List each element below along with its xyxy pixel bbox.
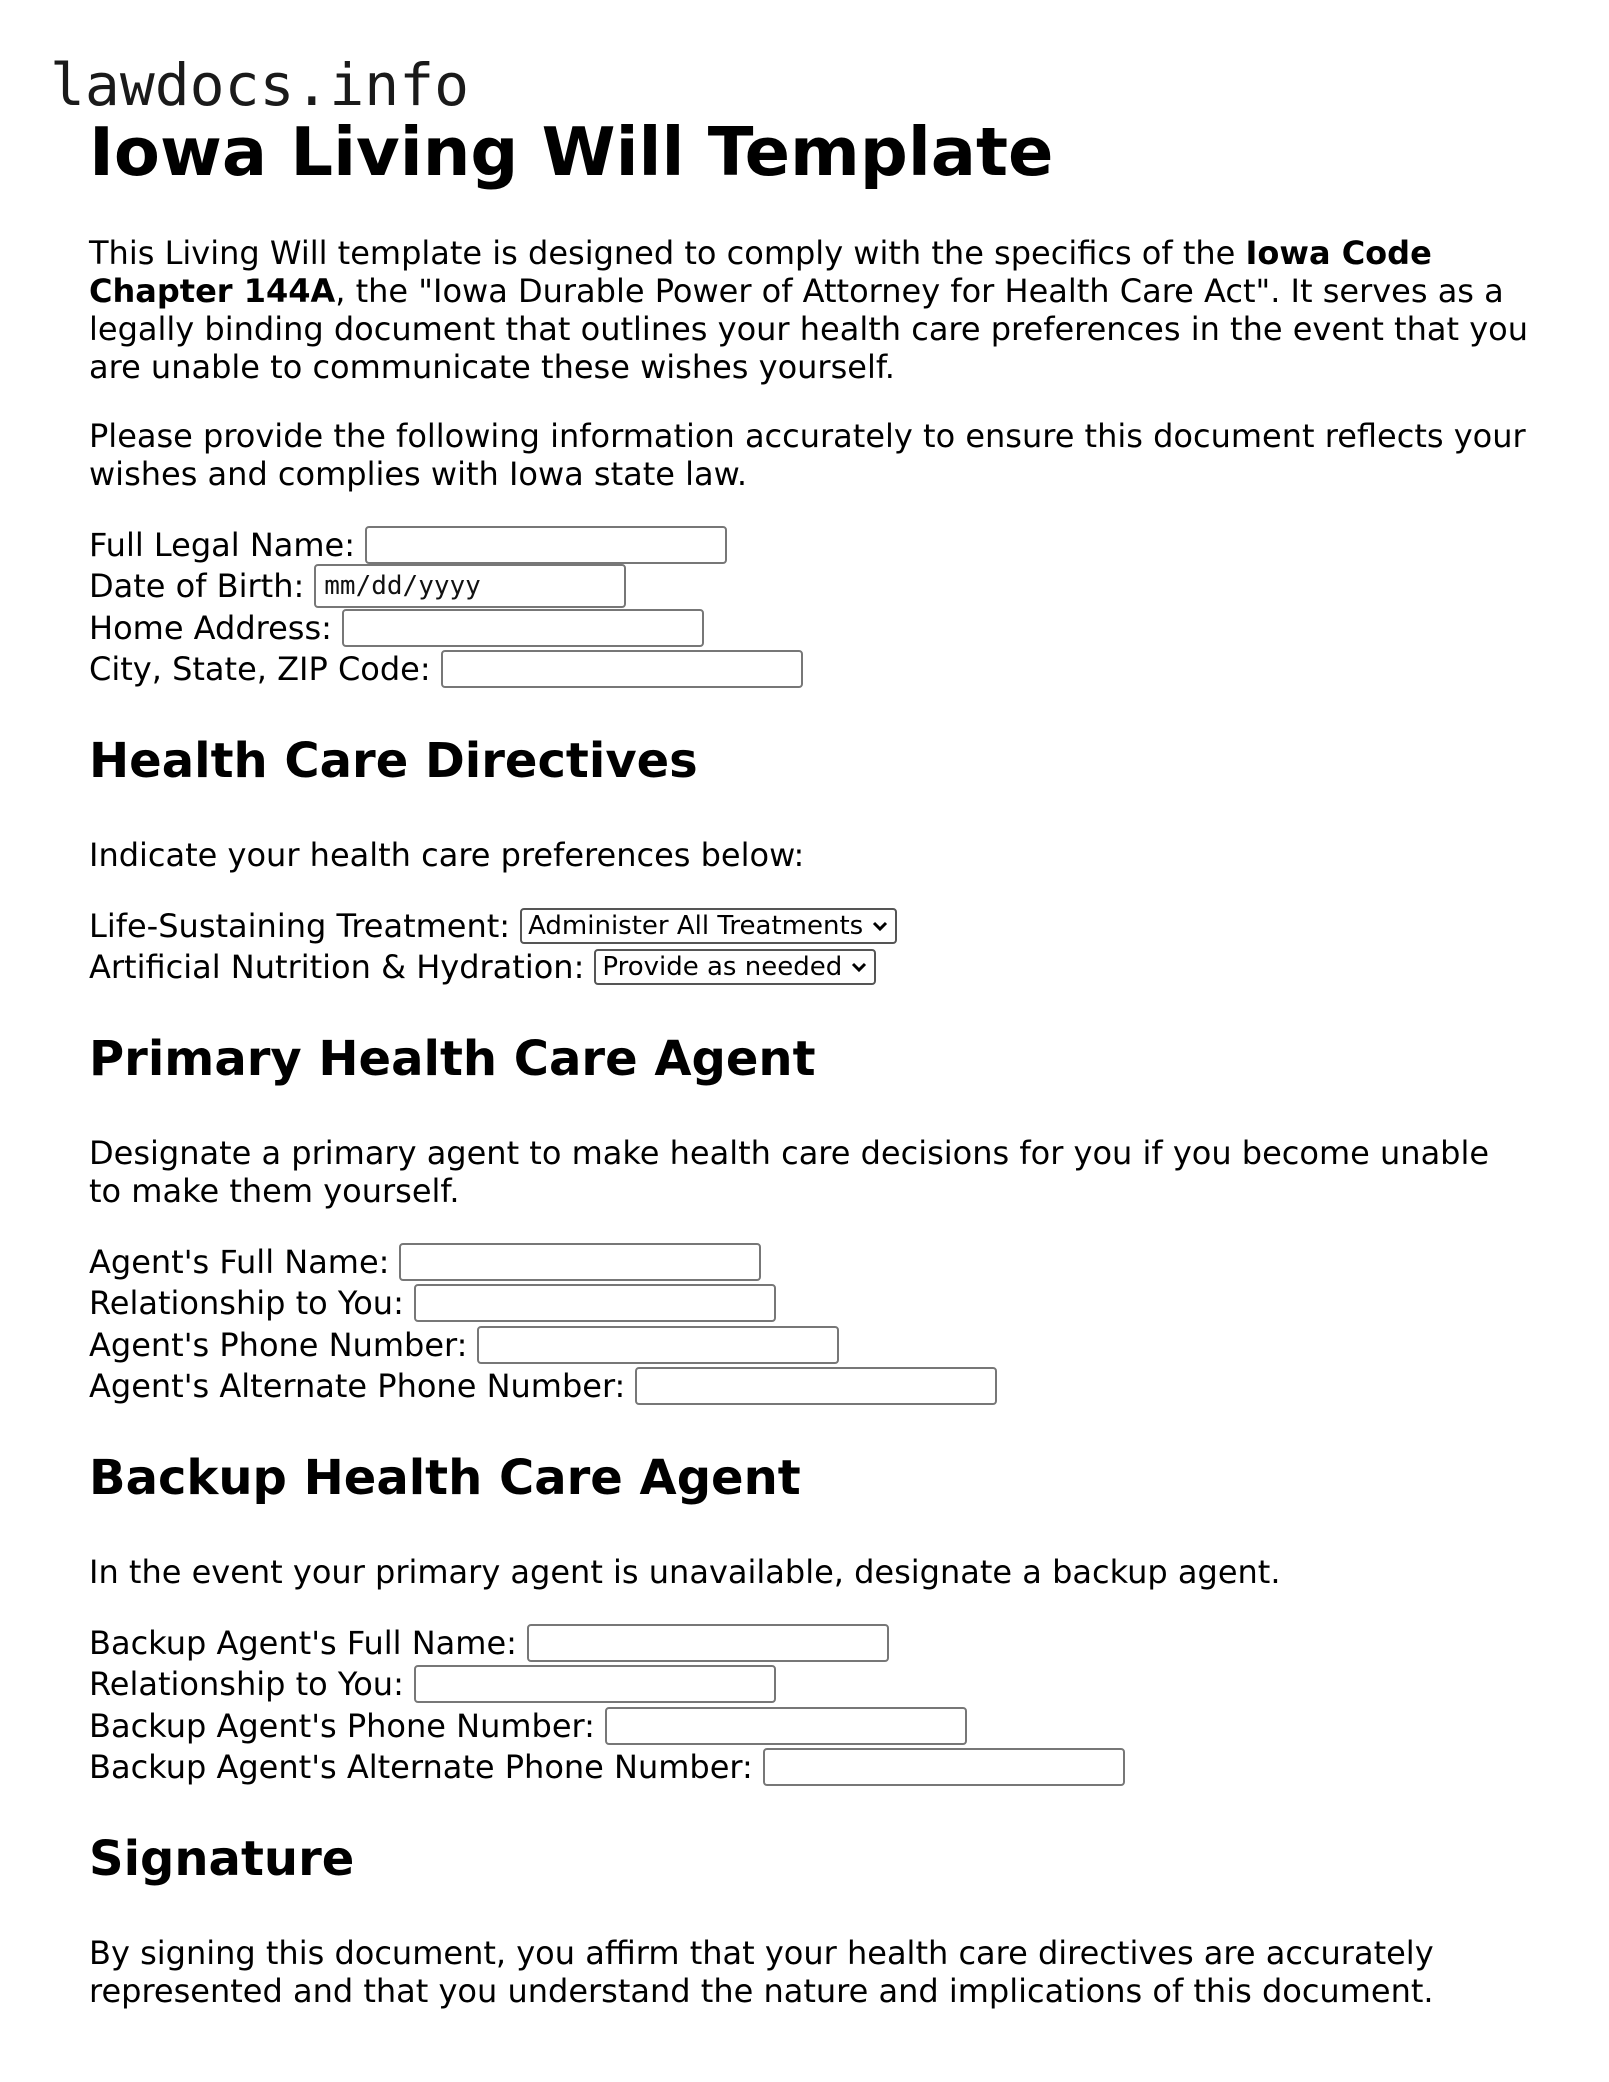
- backup-phone-input[interactable]: [605, 1707, 967, 1745]
- agent-alt-phone-row: [89, 1366, 1529, 1408]
- nutrition-row: [89, 947, 1529, 989]
- instructions-paragraph: Please provide the following information accurately to ensure this document reflects your wishes and complies with Iowa state law.: [89, 417, 1526, 493]
- intro-text-end: , the "Iowa Durable Power of Attorney for Health Care Act". It serves as a legally binding document that outlines your health care preferences in the event that you are unable to communicate these wishes yourself.: [89, 272, 1528, 386]
- backup-alt-phone-input[interactable]: [763, 1748, 1125, 1786]
- backup-phone-row: [89, 1705, 1529, 1747]
- full-name-input[interactable]: [365, 526, 727, 564]
- site-watermark: lawdocs.info: [50, 51, 470, 119]
- signature-description: By signing this document, you affirm that your health care directives are accurately represented and that you understand the nature and implications of this document.: [89, 1934, 1434, 2010]
- agent-name-row: [89, 1241, 1529, 1283]
- intro-text-start: This Living Will template is designed to comply with the specifics of the: [89, 234, 1246, 272]
- agent-name-input[interactable]: [399, 1243, 761, 1281]
- address-label: Home Address:: [89, 608, 332, 647]
- agent-alt-phone-label: Agent's Alternate Phone Number:: [89, 1367, 626, 1406]
- page-title: Iowa Living Will Template: [89, 113, 1054, 191]
- agent-phone-row: [89, 1324, 1529, 1366]
- backup-relationship-input[interactable]: [414, 1665, 776, 1703]
- agent-relationship-row: [89, 1283, 1529, 1325]
- nutrition-select[interactable]: [594, 949, 876, 985]
- backup-alt-phone-row: [89, 1747, 1529, 1789]
- document-body: [89, 112, 1529, 2010]
- agent-phone-input[interactable]: [477, 1326, 839, 1364]
- dob-label: Date of Birth:: [89, 567, 305, 606]
- agent-phone-label: Agent's Phone Number:: [89, 1325, 468, 1364]
- backup-phone-label: Backup Agent's Phone Number:: [89, 1706, 595, 1745]
- life-sustaining-selected-value: Administer All Treatments: [528, 910, 864, 941]
- dob-input[interactable]: [314, 564, 626, 608]
- agent-alt-phone-input[interactable]: [635, 1367, 997, 1405]
- full-name-label: Full Legal Name:: [89, 525, 356, 564]
- nutrition-selected-value: Provide as needed: [602, 952, 843, 983]
- backup-name-input[interactable]: [527, 1624, 889, 1662]
- life-sustaining-select[interactable]: [520, 908, 897, 944]
- primary-agent-heading: Primary Health Care Agent: [89, 1031, 816, 1087]
- backup-agent-heading: Backup Health Care Agent: [89, 1450, 801, 1506]
- city-row: [89, 649, 1529, 691]
- backup-alt-phone-label: Backup Agent's Alternate Phone Number:: [89, 1748, 753, 1787]
- nutrition-label: Artificial Nutrition & Hydration:: [89, 948, 585, 987]
- full-name-row: [89, 524, 1529, 566]
- agent-name-label: Agent's Full Name:: [89, 1242, 390, 1281]
- backup-relationship-row: [89, 1664, 1529, 1706]
- backup-name-row: [89, 1622, 1529, 1664]
- life-sustaining-label: Life-Sustaining Treatment:: [89, 906, 511, 945]
- dob-row: [89, 566, 1529, 608]
- agent-relationship-label: Relationship to You:: [89, 1284, 404, 1323]
- chevron-down-icon: [871, 917, 889, 935]
- address-row: [89, 607, 1529, 649]
- intro-paragraph: [89, 234, 1529, 386]
- backup-name-label: Backup Agent's Full Name:: [89, 1623, 517, 1662]
- city-state-zip-input[interactable]: [441, 650, 803, 688]
- directives-description: Indicate your health care preferences below:: [89, 836, 805, 874]
- backup-relationship-label: Relationship to You:: [89, 1665, 404, 1704]
- city-state-zip-label: City, State, ZIP Code:: [89, 650, 431, 689]
- directives-heading: Health Care Directives: [89, 733, 698, 789]
- intro-code-reference: Iowa Code Chapter 144A: [89, 234, 1432, 310]
- chevron-down-icon: [850, 958, 868, 976]
- signature-heading: Signature: [89, 1831, 355, 1887]
- dob-placeholder: mm/dd/yyyy: [324, 571, 481, 602]
- backup-agent-description: In the event your primary agent is unavailable, designate a backup agent.: [89, 1553, 1281, 1591]
- primary-agent-description: Designate a primary agent to make health care decisions for you if you become unable to make them yourself.: [89, 1134, 1490, 1210]
- life-sustaining-row: [89, 905, 1529, 947]
- agent-relationship-input[interactable]: [414, 1284, 776, 1322]
- address-input[interactable]: [342, 609, 704, 647]
